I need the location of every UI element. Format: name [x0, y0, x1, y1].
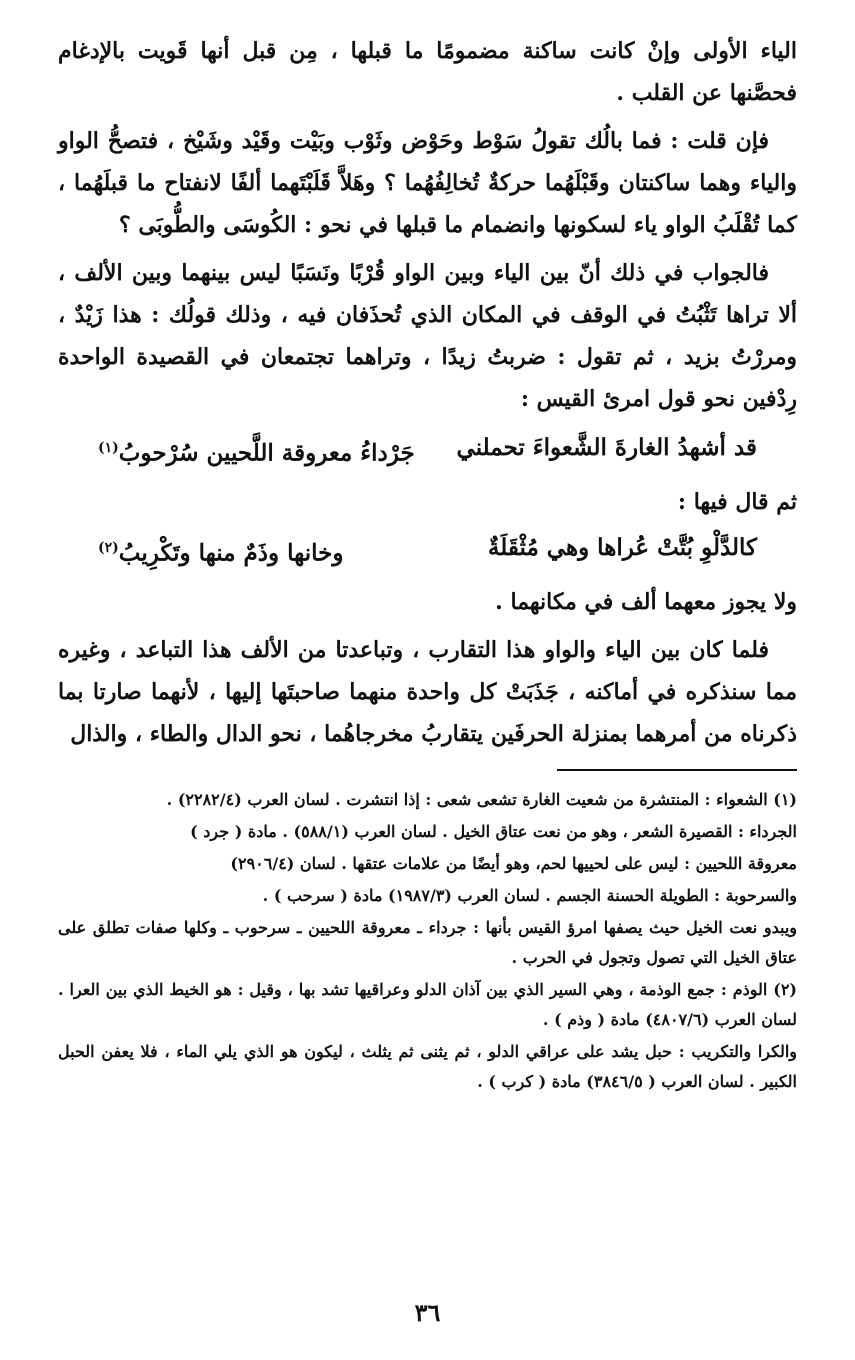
footnote-1-line-3: معروقة اللحيين : ليس على لحييها لحم، وهو أيضًا من علامات عتقها . لسان (٢٩٠٦/٤) — [230, 854, 797, 874]
verse-2 — [58, 526, 797, 576]
footnote-marker-2: (٢) — [98, 539, 119, 556]
verse-1-first-hemistich: قد أشهدُ الغارةَ الشَّعواءَ تحملني — [456, 434, 757, 461]
verse-intro: ثم قال فيها : — [677, 488, 797, 515]
footnote-divider — [557, 769, 797, 771]
footnotes — [58, 785, 797, 1097]
footnote-1-line-2: الجرداء : القصيرة الشعر ، وهو من نعت عتاق الخيل . لسان العرب (٥٨٨/١) . مادة ( جرد ) — [190, 822, 797, 842]
paragraph-3: فالجواب في ذلك أنّ بين الياء وبين الواو قُرْبًا ونَسَبًا ليس بينهما وبين الألف ، ألا تراها تَثْبُتُ في الوقف في المكان الذي تُحذَفان فيه ، وذلك قولُك : هذا زَيْدٌ ، ومررْتُ بزيد ، ثم تقول : ضربتُ زيدًا ، وتراهما تجتمعان في القصيدة الواحدة رِدْفين نحو قول امرئ القيس : — [58, 260, 797, 412]
verse-1 — [58, 426, 797, 476]
paragraph-5: فلما كان بين الياء والواو هذا التقارب ، وتباعدتا من الألف هذا التباعد ، وغيره مما سنذكره في أماكنه ، جَذَبَتْ كل واحدة منهما صاحبتَها إليها ، لأنهما صارتا بما ذكرناه من أمرهما بمنزلة الحرفَين يتقاربُ مخرجاهُما ، نحو الدال والطاء ، والذال — [58, 637, 797, 748]
footnote-1-line-4: والسرحوبة : الطويلة الحسنة الجسم . لسان العرب (١٩٨٧/٣) مادة ( سرحب ) . — [262, 886, 797, 906]
verse-1-second-hemistich — [98, 426, 415, 476]
verse-2-first-hemistich: كالدَّلْوِ بُتَّتْ عُراها وهي مُثْقَلَةٌ — [487, 533, 757, 561]
verse-2-second-hemistich — [98, 526, 344, 576]
paragraph-1: الياء الأولى وإنْ كانت ساكنة مضمومًا ما قبلها ، مِن قبل أنها قَويت بالإدغام فحصَّنها عن القلب . — [58, 38, 797, 106]
footnote-1-line-1: (١) الشعواء : المنتشرة من شعيت الغارة تشعى شعى : إذا انتشرت . لسان العرب (٢٢٨٢/٤) . — [166, 790, 797, 810]
verse-1-second-text: جَرْداءُ معروقة اللَّحيين سُرْحوبُ — [118, 439, 415, 467]
page-content — [58, 30, 797, 1099]
footnote-2-line-1: (٢) الوذم : جمع الوذمة ، وهي السير الذي بين آذان الدلو وعراقيها تشد بها ، وقيل : هو الخيط الذي بين العرا . لسان العرب (٤٨٠٧/٦) مادة ( وذم ) . — [58, 980, 797, 1030]
footnote-1-line-5: ويبدو نعت الخيل حيث يصفها امرؤ القيس بأنها : جرداء ـ معروقة اللحيين ـ سرحوب ـ وكلها صفات تطلق على عتاق الخيل التي تصول وتجول في الحرب . — [58, 918, 798, 968]
page-number: ٣٦ — [414, 1298, 441, 1327]
verse-2-second-text: وخانها وذَمٌ منها وتَكْرِيبُ — [118, 539, 344, 567]
paragraph-2: فإن قلت : فما بالُك تقولُ سَوْط وحَوْض وثَوْب وبَيْت وقَيْد وشَيْخ ، فتصحُّ الواو والياء وهما ساكنتان وقَبْلَهُما حركةٌ تُخالِفُهُما ؟ وهَلاَّ قَلَبْتَهما ألفًا لانفتاح ما قبلَهُما ، كما تُقْلَبُ الواو ياء لسكونها وانضمام ما قبلها في نحو : الكُوسَى والطُّوبَى ؟ — [58, 128, 798, 238]
footnote-2-line-2: والكرا والتكريب : حبل يشد على عراقي الدلو ، ثم يثنى ثم يثلث ، ليكون هو الذي يلي الماء ، فلا يعفن الحبل الكبير . لسان العرب ( ٣٨٤٦/٥) مادة ( كرب ) . — [58, 1042, 797, 1092]
paragraph-4: ولا يجوز معهما ألف في مكانهما . — [495, 589, 797, 616]
footnote-marker-1: (١) — [98, 440, 119, 456]
